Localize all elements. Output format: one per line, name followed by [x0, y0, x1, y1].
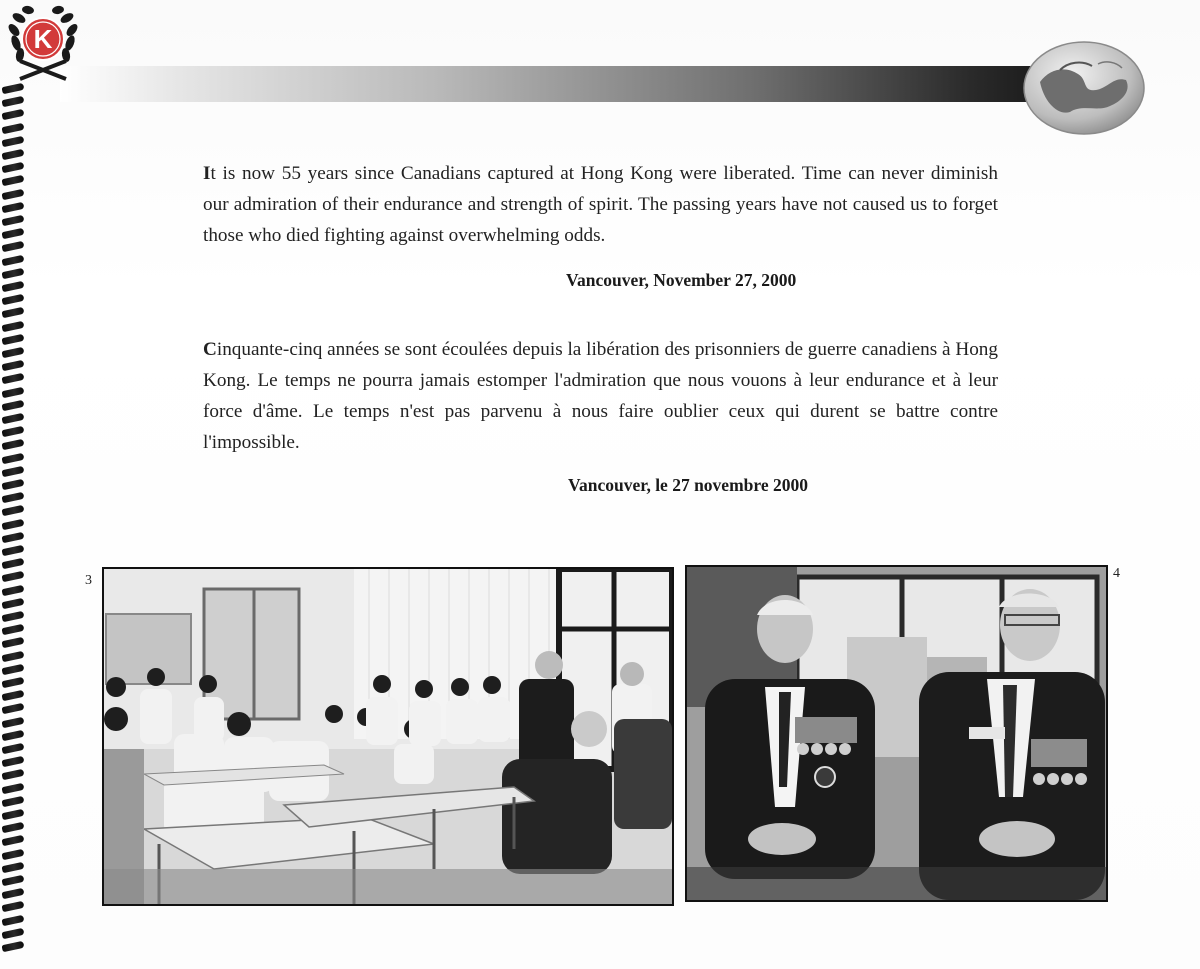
binding-coil: [2, 176, 26, 185]
binding-coil: [2, 876, 26, 885]
binding-coil: [2, 586, 26, 595]
binding-coil: [2, 652, 26, 661]
binding-coil: [2, 256, 26, 265]
binding-coil: [2, 638, 26, 647]
logo-letter: K: [33, 24, 53, 54]
binding-coil: [2, 850, 26, 859]
english-paragraph: [203, 158, 998, 251]
binding-coil: [2, 414, 26, 423]
binding-coil: [2, 836, 26, 845]
binding-coil: [2, 520, 26, 529]
binding-coil: [2, 295, 26, 304]
binding-coil: [2, 625, 26, 634]
laurel-wreath-icon: [6, 3, 80, 83]
binding-coil: [2, 361, 26, 370]
binding-coil: [2, 691, 26, 700]
logo-wreath: [6, 3, 80, 83]
binding-coil: [2, 388, 26, 397]
binding-coil: [2, 229, 26, 238]
french-initial: C: [203, 339, 217, 360]
binding-coil: [2, 467, 26, 476]
binding-coil: [2, 401, 26, 410]
english-text: t is now 55 years since Canadians captured at Hong Kong were liberated. Time can never diminish our admiration of their endurance and strength of spirit. The passing years have not caused us to forget those who died fighting against overwhelming odds.: [203, 163, 998, 246]
binding-coil: [2, 110, 26, 119]
photo-number-3: 3: [85, 573, 92, 588]
binding-coil: [2, 823, 26, 832]
photo-number-4: 4: [1113, 566, 1120, 581]
binding-coil: [2, 269, 26, 278]
binding-coil: [2, 929, 26, 938]
binding-coil: [2, 678, 26, 687]
binding-coil: [2, 137, 26, 146]
spiral-binding: [0, 84, 30, 954]
binding-coil: [2, 97, 26, 106]
binding-coil: [2, 374, 26, 383]
binding-coil: [2, 757, 26, 766]
binding-coil: [2, 308, 26, 317]
binding-coil: [2, 203, 26, 212]
binding-coil: [2, 665, 26, 674]
binding-coil: [2, 84, 26, 93]
classroom-photo: [102, 567, 674, 906]
binding-coil: [2, 572, 26, 581]
binding-coil: [2, 190, 26, 199]
binding-coil: [2, 216, 26, 225]
binding-coil: [2, 810, 26, 819]
binding-coil: [2, 348, 26, 357]
binding-coil: [2, 427, 26, 436]
french-paragraph: [203, 334, 998, 458]
binding-coil: [2, 797, 26, 806]
binding-coil: [2, 863, 26, 872]
binding-coil: [2, 599, 26, 608]
binding-coil: [2, 889, 26, 898]
binding-coil: [2, 124, 26, 133]
binding-coil: [2, 718, 26, 727]
french-text: inquante-cinq années se sont écoulées depuis la libération des prisonniers de guerre canadiens à Hong Kong. Le temps ne pourra jamais estomper l'admiration que nous vouons à leur endurance et à leur force d'âme. Le temps n'est pas parvenu à nous faire oublier ceux qui durent se battre contre l'impossible.: [203, 339, 998, 453]
binding-coil: [2, 150, 26, 159]
binding-coil: [2, 704, 26, 713]
binding-coil: [2, 282, 26, 291]
binding-coil: [2, 731, 26, 740]
binding-coil: [2, 493, 26, 502]
veterans-photo: [685, 565, 1108, 902]
french-dateline: Vancouver, le 27 novembre 2000: [568, 475, 808, 495]
binding-coil: [2, 559, 26, 568]
binding-coil: [2, 440, 26, 449]
globe-icon: [1022, 40, 1146, 136]
binding-coil: [2, 612, 26, 621]
binding-coil: [2, 506, 26, 515]
binding-coil: [2, 916, 26, 925]
binding-coil: [2, 335, 26, 344]
binding-coil: [2, 744, 26, 753]
binding-coil: [2, 784, 26, 793]
binding-coil: [2, 942, 26, 951]
binding-coil: [2, 454, 26, 463]
english-dateline: Vancouver, November 27, 2000: [566, 270, 797, 290]
binding-coil: [2, 533, 26, 542]
header-bar: [60, 66, 1050, 102]
binding-coil: [2, 770, 26, 779]
english-initial: I: [203, 163, 211, 184]
binding-coil: [2, 322, 26, 331]
binding-coil: [2, 546, 26, 555]
binding-coil: [2, 242, 26, 251]
binding-coil: [2, 480, 26, 489]
binding-coil: [2, 902, 26, 911]
binding-coil: [2, 163, 26, 172]
